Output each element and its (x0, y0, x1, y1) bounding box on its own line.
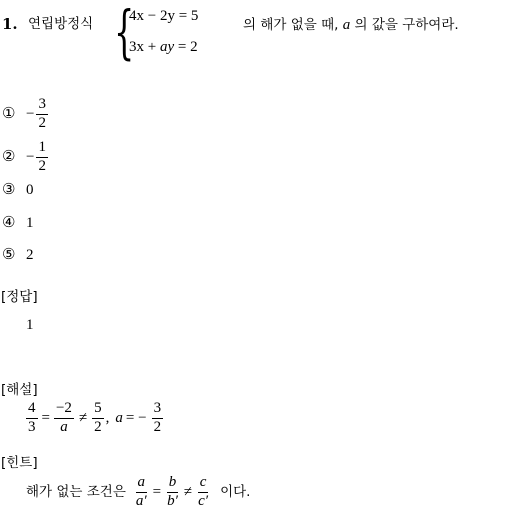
equation-2: 3x + ay = 2 (129, 39, 198, 55)
question-number: 1. (2, 15, 18, 33)
choice-5[interactable]: ⑤ 2 (2, 247, 34, 263)
answer-label: [정답] (1, 289, 38, 305)
choice-3[interactable]: ③ 0 (2, 182, 34, 198)
hint-label: [힌트] (1, 455, 38, 471)
choice-5-mark: ⑤ (2, 247, 16, 263)
question-prefix: 연립방정식 (28, 16, 94, 32)
equation-1: 4x − 2y = 5 (129, 8, 199, 24)
choice-1-mark: ① (2, 105, 16, 122)
choice-1[interactable]: ① − $\frac{3}{2}$ (2, 96, 46, 131)
choice-1-fraction: $\frac{3}{2}$ (38, 96, 46, 131)
answer-value: 1 (26, 317, 34, 333)
choice-2-mark: ② (2, 148, 16, 165)
explanation-label: [해설] (1, 382, 38, 398)
question-suffix: 의 해가 없을 때, a 의 값을 구하여라. (243, 17, 459, 33)
choice-4[interactable]: ④ 1 (2, 215, 34, 231)
choice-2[interactable]: ② − $\frac{1}{2}$ (2, 139, 46, 174)
choice-4-mark: ④ (2, 215, 16, 231)
choice-3-mark: ③ (2, 182, 16, 198)
hint-text: 해가 없는 조건은 $\frac{a}{a'}$ = $\frac{b}{b'}$ ≠ $\frac{c}{c'}$ 이다. (26, 474, 251, 509)
explanation-formula: $\frac{4}{3}$ = $\frac{-2}{a}$ ≠ $\frac{5}{2}$ , a = − $\frac{3}{2}$ (28, 400, 162, 435)
system-brace: { (114, 0, 135, 66)
choice-2-fraction: $\frac{1}{2}$ (38, 139, 46, 174)
